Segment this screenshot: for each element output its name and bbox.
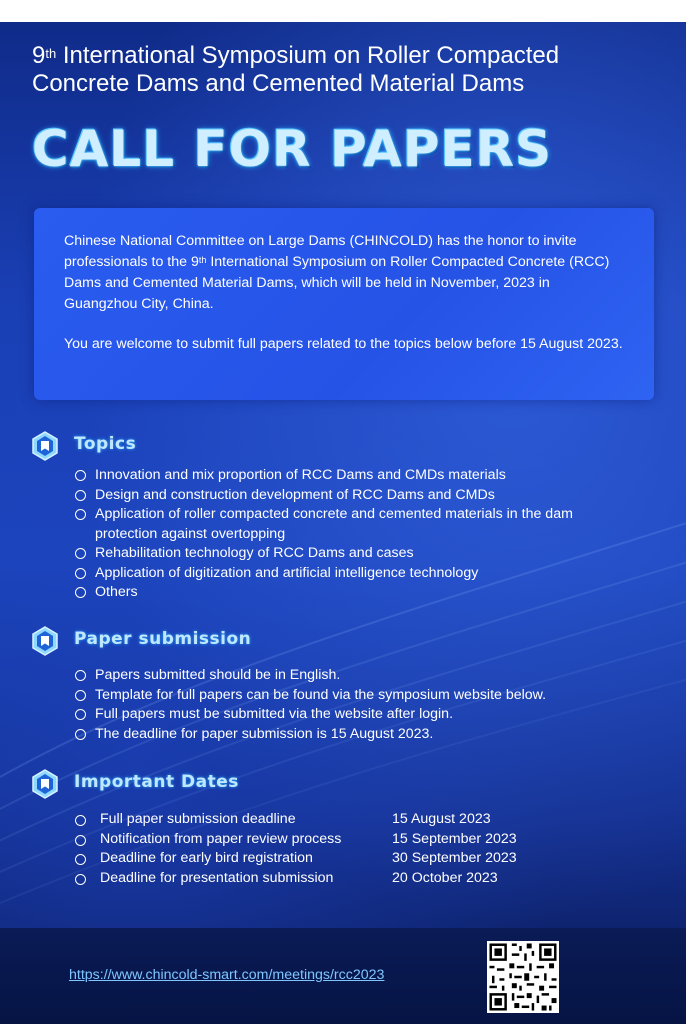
book-icon <box>32 769 58 799</box>
date-event: Notification from paper review process <box>100 830 342 847</box>
bullet-icon <box>75 587 86 598</box>
bullet-icon <box>75 815 86 826</box>
date-event: Deadline for presentation submission <box>100 869 334 886</box>
list-item-text: Others <box>95 584 138 600</box>
call-for-papers-heading: CALL FOR PAPERS <box>32 120 553 178</box>
list-item-text: Design and construction development of RCC Dams and CMDs <box>95 486 495 503</box>
topics-list <box>74 466 634 603</box>
table-row <box>74 849 594 869</box>
bullet-icon <box>75 548 86 559</box>
table-row <box>74 830 594 850</box>
date-value: 15 September 2023 <box>392 830 517 847</box>
list-item-text: Rehabilitation technology of RCC Dams and cases <box>95 545 414 561</box>
intro-panel <box>34 208 654 400</box>
list-item <box>74 564 634 584</box>
table-row <box>74 810 594 830</box>
bullet-icon <box>75 670 86 681</box>
list-item-text: Template for full papers can be found via the symposium website below. <box>95 686 547 703</box>
list-item-text: Full papers must be submitted via the website after login. <box>95 706 454 722</box>
list-item-text: Application of roller compacted concrete and cemented materials in the dam protection against overtopping <box>95 506 573 542</box>
list-item <box>74 544 634 564</box>
qr-code-icon <box>487 941 559 1013</box>
title-suffix: th <box>45 46 57 61</box>
bullet-icon <box>75 470 86 481</box>
intro-sup: th <box>198 255 207 265</box>
list-item <box>74 725 634 745</box>
bullet-icon <box>75 568 86 579</box>
list-item <box>74 686 634 706</box>
submission-title: Paper submission <box>74 629 252 649</box>
list-item <box>74 505 634 544</box>
intro-invitation: You are welcome to submit full papers related to the topics below before 15 August 2023. <box>64 336 623 352</box>
table-row <box>74 869 594 889</box>
top-bar <box>0 0 686 22</box>
date-value: 15 August 2023 <box>392 811 491 827</box>
bullet-icon <box>75 509 86 520</box>
dates-table <box>74 810 594 888</box>
bullet-icon <box>75 490 86 501</box>
title-line2: Concrete Dams and Cemented Material Dams <box>32 70 525 97</box>
book-icon <box>32 431 58 461</box>
list-item-text: Papers submitted should be in English. <box>95 667 341 683</box>
date-event: Deadline for early bird registration <box>100 850 313 867</box>
intro-text-2: International Symposium on Roller Compacted Concrete (RCC) Dams and Cemented Material Dams, which will be held in November, 2023 in Guangzhou City, China. <box>64 254 610 312</box>
bullet-icon <box>75 690 86 701</box>
book-icon <box>32 626 58 656</box>
list-item <box>74 705 634 725</box>
title-line1: International Symposium on Roller Compacted <box>56 42 560 69</box>
list-item <box>74 666 634 686</box>
dates-title: Important Dates <box>74 772 239 792</box>
list-item <box>74 466 634 486</box>
intro-text-1: Chinese National Committee on Large Dams (CHINCOLD) has the honor to invite professionals to the 9 <box>64 233 577 270</box>
list-item <box>74 486 634 506</box>
bullet-icon <box>75 709 86 720</box>
list-item <box>74 583 634 603</box>
symposium-website-link[interactable]: https://www.chincold-smart.com/meetings/rcc2023 <box>69 967 385 983</box>
bullet-icon <box>75 729 86 740</box>
symposium-title <box>32 42 672 98</box>
list-item-text: Application of digitization and artificial intelligence technology <box>95 564 479 581</box>
intro-paragraph <box>64 231 624 315</box>
bullet-icon <box>75 854 86 865</box>
title-number: 9 <box>32 42 46 69</box>
date-event: Full paper submission deadline <box>100 811 296 827</box>
topics-title: Topics <box>74 434 137 454</box>
list-item-text: Innovation and mix proportion of RCC Dams and CMDs materials <box>95 467 506 483</box>
date-value: 20 October 2023 <box>392 869 498 886</box>
date-value: 30 September 2023 <box>392 850 517 867</box>
submission-list <box>74 666 634 744</box>
list-item-text: The deadline for paper submission is 15 August 2023. <box>95 725 434 742</box>
bullet-icon <box>75 874 86 885</box>
bullet-icon <box>75 835 86 846</box>
